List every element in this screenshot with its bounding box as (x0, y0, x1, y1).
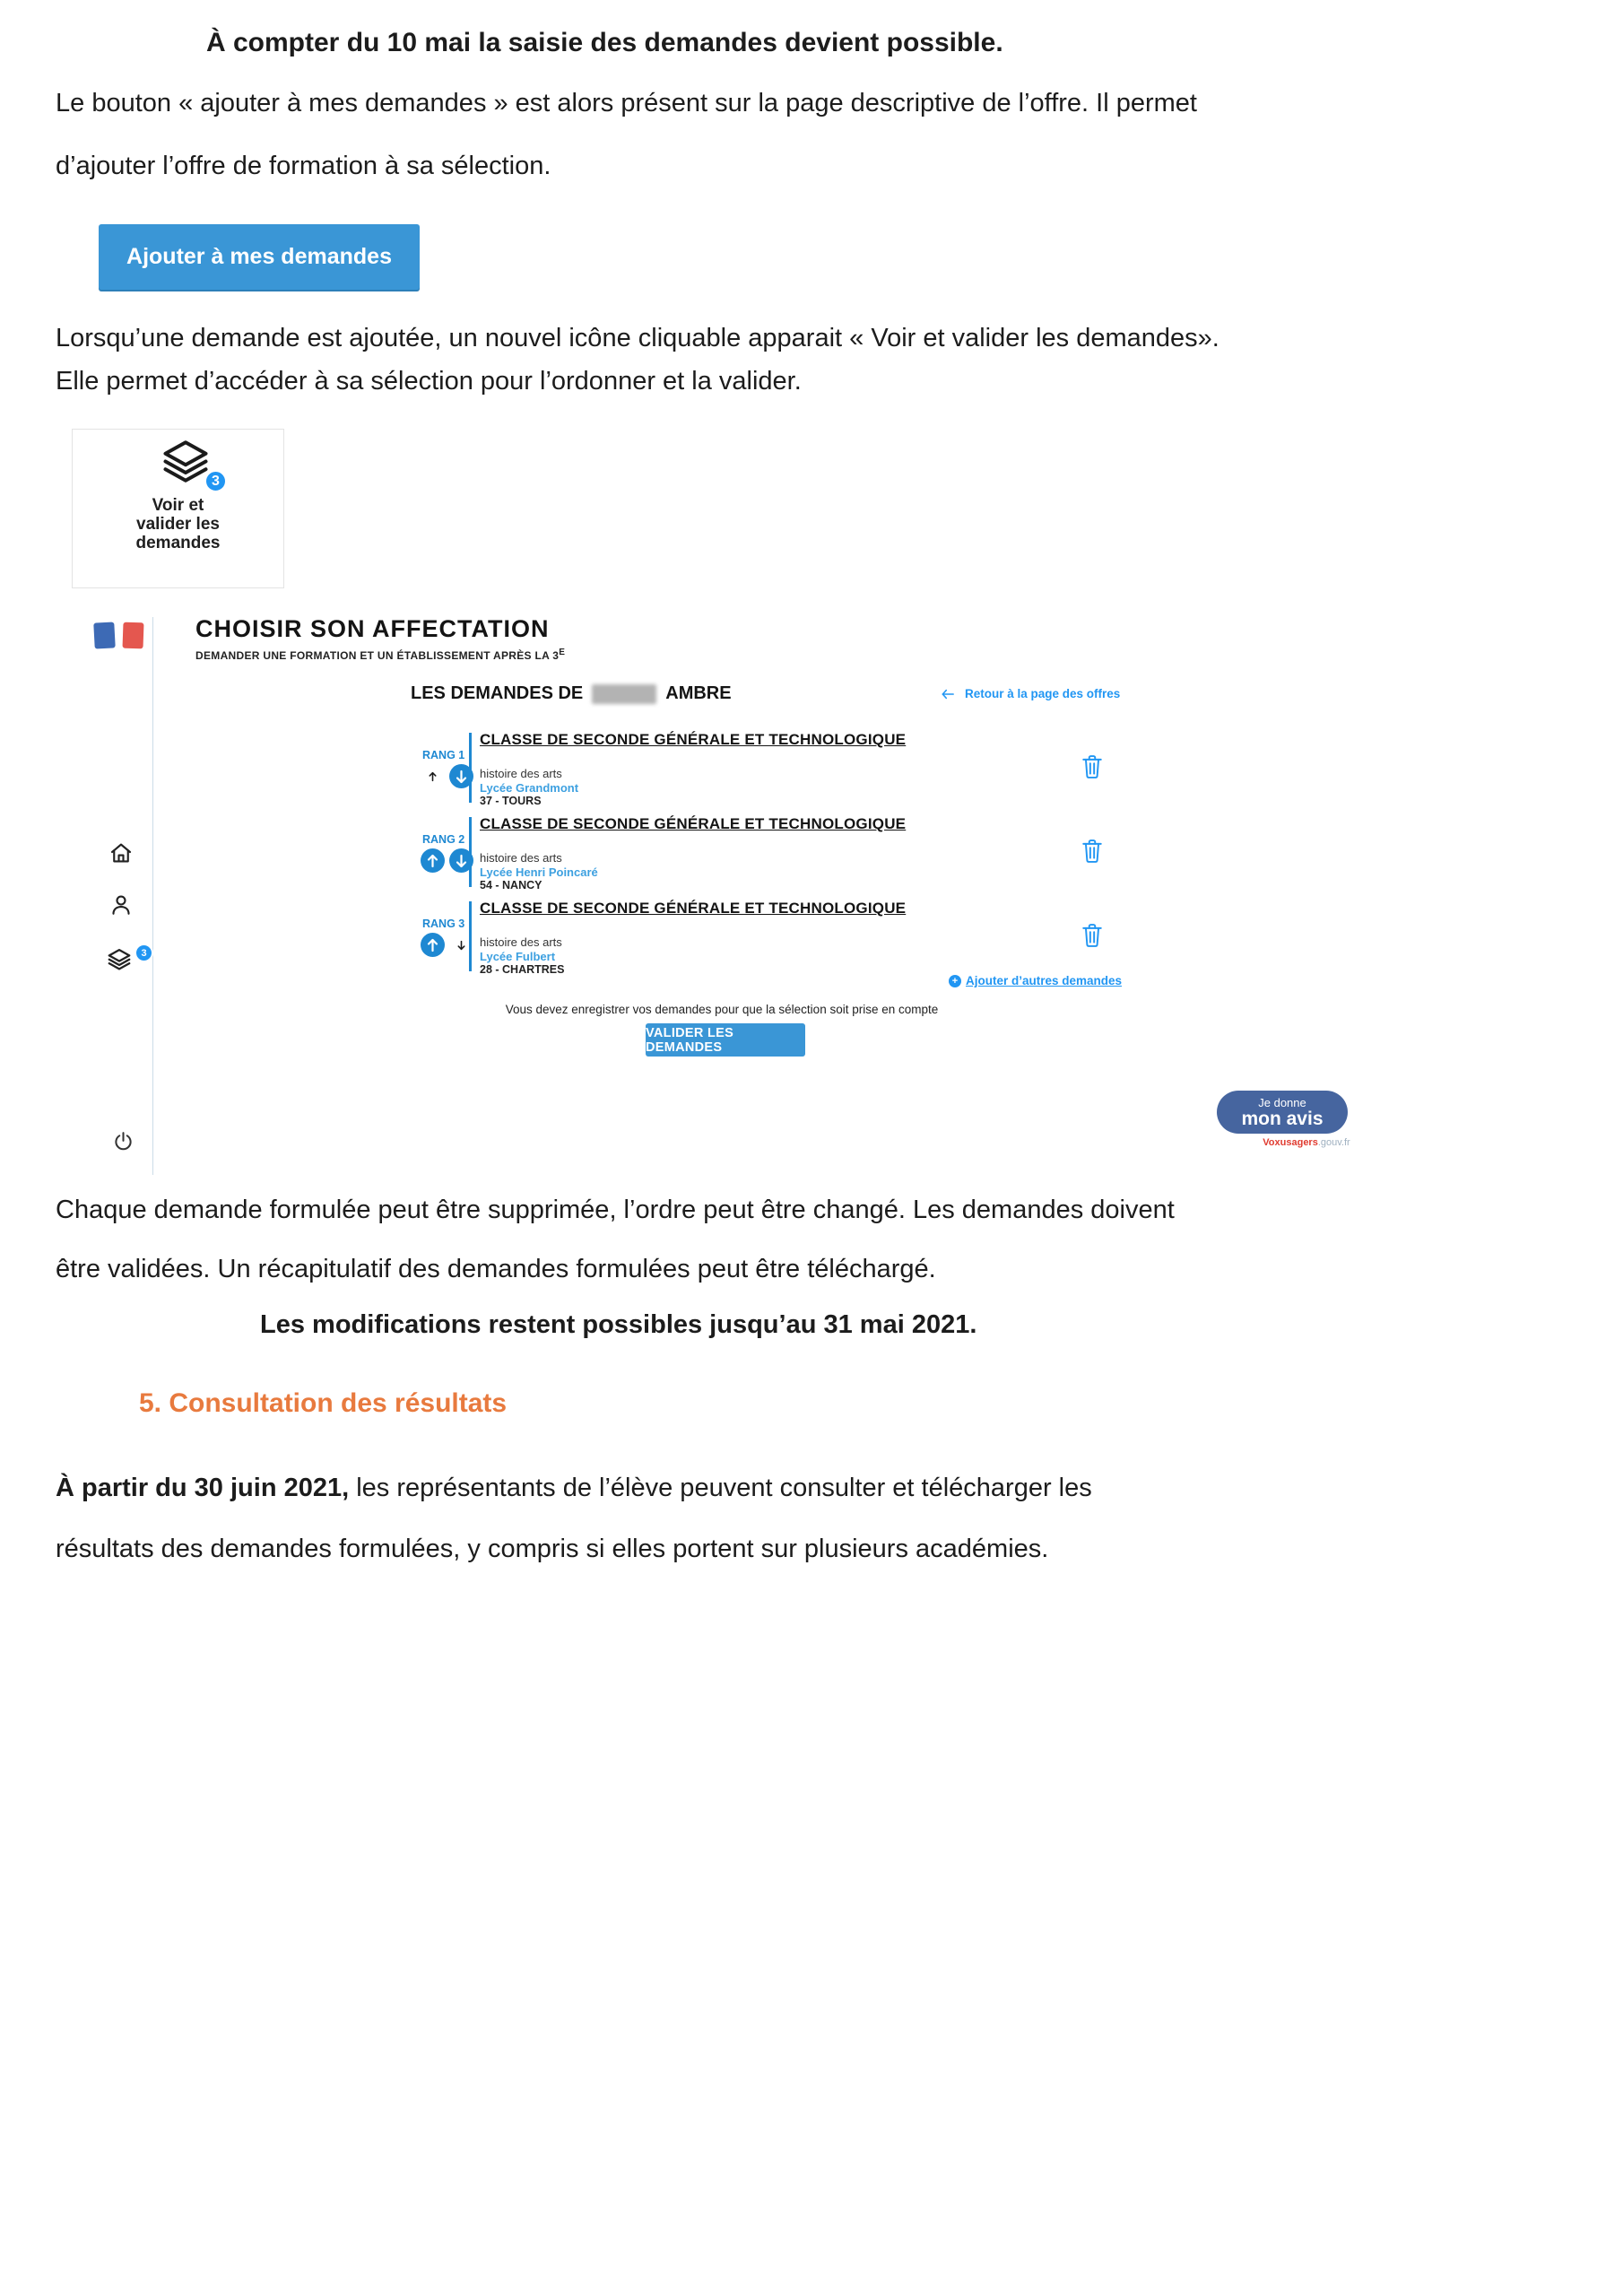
intro-title: À compter du 10 mai la saisie des demandes devient possible. (206, 28, 1003, 57)
logout-power-icon[interactable] (111, 1130, 138, 1157)
department-city: 37 - TOURS (480, 795, 542, 807)
paragraph-1-line-1: Le bouton « ajouter à mes demandes » est alors présent sur la page descriptive de l’offre. Il permet (56, 89, 1197, 117)
request-row (417, 815, 1116, 892)
app-subtitle: DEMANDER UNE FORMATION ET UN ÉTABLISSEMENT APRÈS LA $3^E$ (195, 648, 566, 662)
section-5-line-1: À partir du 30 juin 2021, les représentants de l’élève peuvent consulter et télécharger les (56, 1474, 1092, 1502)
request-row (417, 731, 1116, 808)
validate-requests-button[interactable] (646, 1023, 805, 1057)
back-to-offers-link[interactable] (942, 687, 1120, 700)
school-link[interactable]: Lycée Grandmont (480, 781, 579, 795)
class-title: CLASSE DE SECONDE GÉNÉRALE ET TECHNOLOGIQUE (480, 815, 907, 832)
add-to-requests-button[interactable] (99, 224, 420, 290)
back-arrow-icon (942, 689, 954, 700)
outro-line-2: être validées. Un récapitulatif des demandes formulées peut être téléchargé. (56, 1255, 936, 1283)
see-validate-legend[interactable] (72, 429, 284, 588)
redacted-name (592, 684, 656, 704)
add-more-requests-link[interactable] (949, 974, 1122, 987)
move-up-button[interactable] (421, 764, 445, 788)
profile-icon[interactable] (108, 891, 135, 918)
give-feedback-button[interactable] (1217, 1091, 1348, 1134)
rank-label: RANG 1 (422, 749, 465, 761)
row-accent-bar (469, 817, 472, 887)
move-up-button[interactable] (421, 933, 445, 957)
section-5-date: À partir du 30 juin 2021, (56, 1474, 350, 1502)
section-5-heading: 5. Consultation des résultats (139, 1388, 508, 1418)
see-validate-label: Voir et valider les demandes (135, 496, 221, 552)
section-5-line-2: résultats des demandes formulées, y compris si elles portent sur plusieurs académies. (56, 1535, 1049, 1563)
class-title: CLASSE DE SECONDE GÉNÉRALE ET TECHNOLOGIQUE (480, 731, 907, 748)
home-icon[interactable] (108, 839, 135, 866)
validate-requests-label: VALIDER LES DEMANDES (646, 1025, 734, 1055)
request-row (417, 900, 1116, 977)
requests-header-label: LES DEMANDES DE (411, 683, 584, 703)
paragraph-2-line-2: Elle permet d’accéder à sa sélection pour l’ordonner et la valider. (56, 367, 802, 396)
class-title: CLASSE DE SECONDE GÉNÉRALE ET TECHNOLOGIQUE (480, 900, 907, 917)
feedback-line-2: mon avis (1241, 1108, 1324, 1129)
school-link[interactable]: Lycée Henri Poincaré (480, 865, 598, 879)
paragraph-1-line-2: d’ajouter l’offre de formation à sa sélection. (56, 152, 551, 180)
french-flag-blue (93, 622, 115, 648)
option-label: histoire des arts (480, 935, 562, 949)
feedback-line-1: Je donne (1258, 1095, 1306, 1109)
requests-stack-icon[interactable] (106, 947, 133, 974)
add-to-requests-label: Ajouter à mes demandes (126, 244, 392, 269)
deadline-note: Les modifications restent possibles jusqu’au 31 mai 2021. (260, 1310, 977, 1339)
app-title: CHOISIR SON AFFECTATION (195, 615, 550, 642)
row-accent-bar (469, 901, 472, 971)
department-city: 28 - CHARTRES (480, 963, 565, 976)
save-note: Vous devez enregistrer vos demandes pour que la sélection soit prise en compte (505, 1003, 939, 1016)
option-label: histoire des arts (480, 767, 562, 780)
delete-request-button[interactable] (1081, 921, 1104, 950)
add-more-label: Ajouter d’autres demandes (966, 974, 1123, 987)
paragraph-2-line-1: Lorsqu’une demande est ajoutée, un nouvel icône cliquable apparait « Voir et valider les demandes». (56, 324, 1219, 352)
requests-count-badge: 3 (204, 469, 228, 493)
move-up-button[interactable] (421, 848, 445, 873)
requests-header (411, 683, 732, 704)
delete-request-button[interactable] (1081, 837, 1104, 865)
row-accent-bar (469, 733, 472, 803)
rank-label: RANG 3 (422, 918, 465, 930)
french-flag-red (123, 622, 144, 649)
delete-request-button[interactable] (1081, 752, 1104, 781)
sidebar-requests-badge: 3 (135, 944, 153, 962)
voxusagers-caption: Voxusagers.gouv.fr (1263, 1137, 1350, 1148)
outro-line-1: Chaque demande formulée peut être supprimée, l’ordre peut être changé. Les demandes doivent (56, 1196, 1175, 1224)
back-link-label: Retour à la page des offres (965, 687, 1121, 700)
sidebar-divider (152, 617, 153, 1175)
plus-circle-icon: + (949, 975, 961, 987)
rank-label: RANG 2 (422, 833, 465, 846)
school-link[interactable]: Lycée Fulbert (480, 950, 556, 963)
option-label: histoire des arts (480, 851, 562, 865)
requests-header-name: AMBRE (665, 683, 732, 703)
department-city: 54 - NANCY (480, 879, 542, 891)
